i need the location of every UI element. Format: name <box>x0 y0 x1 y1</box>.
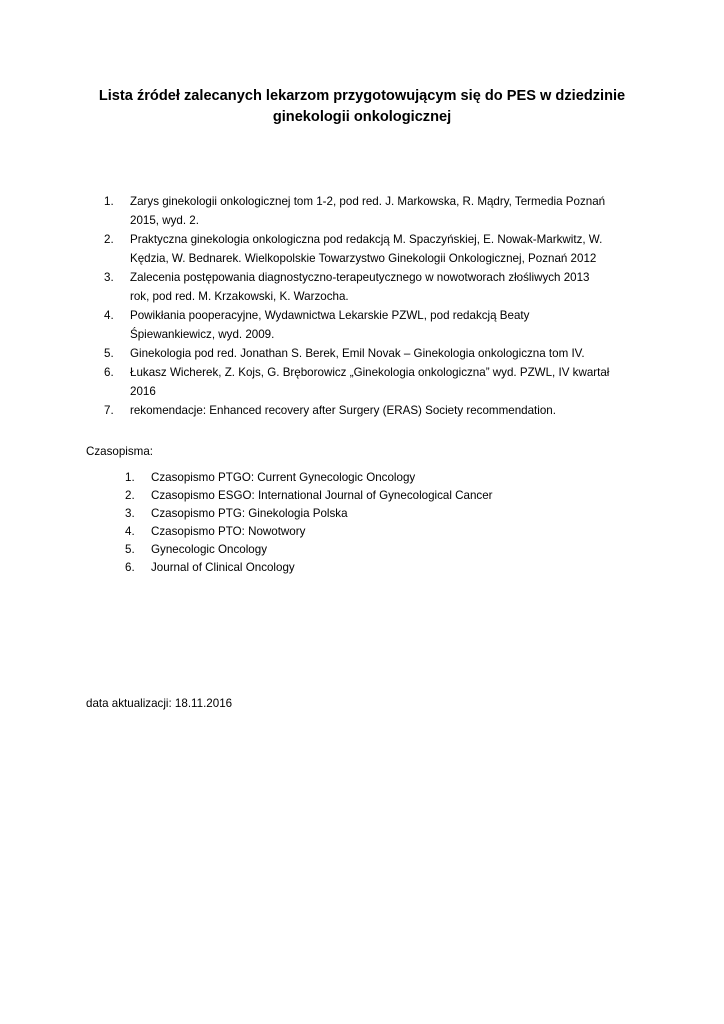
list-item-text: rekomendacje: Enhanced recovery after Surgery (ERAS) Society recommendation. <box>130 404 556 417</box>
list-item <box>125 559 493 577</box>
list-item-text: Journal of Clinical Oncology <box>151 561 295 574</box>
list-item-number: 3. <box>125 507 135 520</box>
sources-list <box>104 192 634 420</box>
list-item-text: Praktyczna ginekologia onkologiczna pod redakcją M. Spaczyńskiej, E. Nowak-Markwitz, W. <box>130 233 603 246</box>
list-item <box>104 230 634 268</box>
list-item-number: 2. <box>125 489 135 502</box>
list-item-text-continued: 2015, wyd. 2. <box>130 214 199 227</box>
list-item-number: 3. <box>104 271 114 284</box>
list-item-text: Ginekologia pod red. Jonathan S. Berek, Emil Novak – Ginekologia onkologiczna tom IV. <box>130 347 585 360</box>
list-item <box>125 541 493 559</box>
list-item <box>104 363 634 401</box>
list-item-number: 7. <box>104 404 114 417</box>
list-item-text: Czasopismo PTG: Ginekologia Polska <box>151 507 348 520</box>
list-item-text: Czasopismo PTGO: Current Gynecologic Oncology <box>151 471 416 484</box>
list-item-number: 5. <box>104 347 114 360</box>
document-title <box>60 86 664 128</box>
list-item-text: Zarys ginekologii onkologicznej tom 1-2, pod red. J. Markowska, R. Mądry, Termedia Poznań <box>130 195 606 208</box>
list-item-text: Gynecologic Oncology <box>151 543 267 556</box>
list-item-text: Powikłania pooperacyjne, Wydawnictwa Lekarskie PZWL, pod redakcją Beaty <box>130 309 530 322</box>
list-item-number: 6. <box>104 366 114 379</box>
list-item <box>125 523 493 541</box>
list-item <box>104 268 634 306</box>
list-item-number: 6. <box>125 561 135 574</box>
list-item-text: Czasopismo ESGO: International Journal of Gynecological Cancer <box>151 489 493 502</box>
list-item-text: Czasopismo PTO: Nowotwory <box>151 525 306 538</box>
list-item <box>104 306 634 344</box>
list-item-number: 1. <box>125 471 135 484</box>
list-item-text: Łukasz Wicherek, Z. Kojs, G. Bręborowicz „Ginekologia onkologiczna” wyd. PZWL, IV kwartał <box>130 366 610 379</box>
list-item-text: Zalecenia postępowania diagnostyczno-terapeutycznego w nowotworach złośliwych 2013 <box>130 271 590 284</box>
list-item-text-continued: Śpiewankiewicz, wyd. 2009. <box>130 328 275 341</box>
list-item <box>125 505 493 523</box>
list-item-text-continued: rok, pod red. M. Krzakowski, K. Warzocha. <box>130 290 349 303</box>
list-item <box>125 469 493 487</box>
list-item <box>104 192 634 230</box>
list-item-text-continued: 2016 <box>130 385 156 398</box>
list-item <box>104 344 634 363</box>
list-item-number: 4. <box>104 309 114 322</box>
journals-list <box>125 469 493 577</box>
document-title-line-1: Lista źródeł zalecanych lekarzom przygotowującym się do PES w dziedzinie <box>98 88 626 104</box>
list-item-number: 1. <box>104 195 114 208</box>
list-item-number: 4. <box>125 525 135 538</box>
journals-heading: Czasopisma: <box>86 445 154 458</box>
document-title-line-2: ginekologii onkologicznej <box>272 109 452 125</box>
list-item-number: 5. <box>125 543 135 556</box>
list-item <box>125 487 493 505</box>
list-item <box>104 401 634 420</box>
list-item-number: 2. <box>104 233 114 246</box>
update-date: data aktualizacji: 18.11.2016 <box>86 697 233 710</box>
list-item-text-continued: Kędzia, W. Bednarek. Wielkopolskie Towarzystwo Ginekologii Onkologicznej, Poznań 2012 <box>130 252 597 265</box>
